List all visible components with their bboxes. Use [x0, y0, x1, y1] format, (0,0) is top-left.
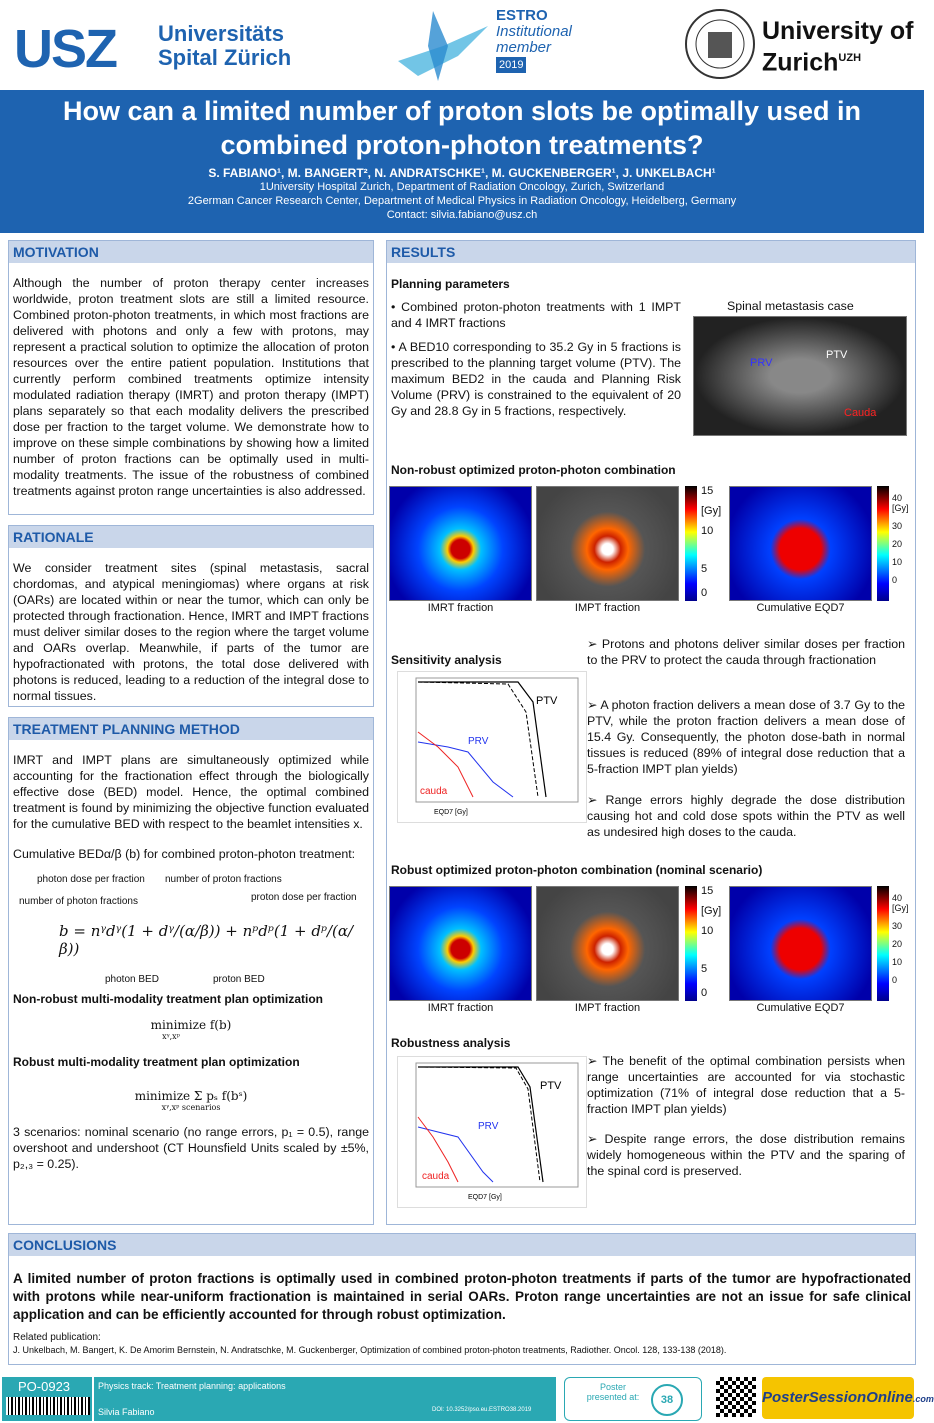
estro-text: [496, 8, 572, 73]
planning-bullet-2-text: A BED10 corresponding to 35.2 Gy in 5 fractions is prescribed to the planning target volume (PTV). The maximum BED2 in the cauda and Planning Risk Volume (PRV) is constrained to the equivalent of 20 Gy and 28.8 Gy in 5 fractions, respectively.: [391, 340, 681, 418]
uzh-name: [762, 18, 913, 76]
rob-bullet-1-text: The benefit of the optimal combination persists when range uncertainties are accounted for via stochastic optimization (71% of integral dose reduction that a 5-fraction IMPT plan yields): [587, 1054, 905, 1116]
method-box: [8, 717, 374, 1225]
cb4-2: 30: [892, 921, 903, 931]
barcode-icon: [6, 1397, 90, 1415]
contact: Contact: silvia.fabiano@usz.ch: [386, 209, 538, 221]
robust-imrt-caption: IMRT fraction: [427, 1002, 494, 1014]
related-reference: J. Unkelbach, M. Bangert, K. De Amorim Bernstein, N. Andratschke, M. Guckenberger, Optimization of combined proton-photon treatments, Radiother. Oncol. 128, 133-138 (2018).: [13, 1345, 727, 1355]
related-label: Related publication:: [13, 1332, 101, 1343]
pso-part-1: Poster: [762, 1389, 809, 1406]
cb2-1: [Gy]: [892, 503, 909, 513]
footer-doi: DOI: 10.3252/pso.eu.ESTRO38.2019: [432, 1407, 532, 1413]
uzh-sup: UZH: [838, 52, 862, 64]
cb4-0: 40: [892, 893, 903, 903]
nonrobust-cum-caption: Cumulative EQD7: [756, 602, 845, 614]
poster-word: Poster: [599, 1382, 626, 1392]
case-title: Spinal metastasis case: [727, 299, 854, 313]
robust-impt-image: [536, 886, 679, 1001]
cumulative-bed-label: Cumulative BEDα/β (b) for combined proton-photon treatment:: [13, 847, 356, 861]
results-heading: RESULTS: [387, 241, 915, 263]
robustness-plot-svg: [398, 1057, 586, 1207]
rationale-box: [8, 525, 374, 707]
track-text: Physics track: Treatment planning: applications: [98, 1381, 286, 1391]
planning-params-heading: Planning parameters: [391, 277, 510, 291]
estro-2: Institutional: [496, 23, 572, 40]
sens-bullet-3: ➢ Range errors highly degrade the dose distribution causing hot and cold dose spots within the PTV as well as undesired high doses to the cauda.: [587, 793, 905, 839]
poster-id-block: [2, 1377, 92, 1421]
sens-bullet-2: ➢ A photon fraction delivers a mean dose of 3.7 Gy to the PTV, while the proton fraction delivers a mean dose of 15.4 Gy. Consequently, the photon dose-bath in normal tissues is reduced (89% of integral dose reduction that a 5-fraction IMPT plan yields): [587, 698, 906, 776]
sens-prv: PRV: [468, 736, 489, 747]
cb1-1: [Gy]: [701, 505, 722, 517]
nonrobust-imrt-caption: IMRT fraction: [427, 602, 494, 614]
header-bar: [0, 0, 924, 90]
ct-scan-image: [693, 316, 907, 436]
cb2-2: 30: [892, 521, 903, 531]
sensitivity-heading: Sensitivity analysis: [391, 653, 502, 667]
affiliation-2: 2German Cancer Research Center, Department of Medical Physics in Radiation Oncology, Heidelberg, Germany: [187, 195, 737, 207]
sens-bullet-1: ➢ Protons and photons deliver similar doses per fraction to the PRV to protect the cauda through fractionation: [587, 637, 906, 667]
planning-bullet-1: • Combined proton-photon treatments with 1 IMPT and 4 IMRT fractions: [391, 300, 682, 330]
rob-prv: PRV: [478, 1121, 499, 1132]
rob-xlabel: EQD7 [Gy]: [468, 1194, 502, 1201]
motivation-text: Although the number of proton therapy center increases worldwide, proton treatment slots are still a limited resource. Combined proton-photon treatments, in which most fractions are delivered with photons and only a few with protons, may represent a practical solution to optimize the allocation of proton resources over the entire patient population. Institutions that currently perform combined treatments optimize intensity modulated radiation therapy (IMRT) and proton therapy (IMPT) plans separately so that each modality delivers the prescribed dose per fraction to the target volume. We demonstrate how to improve on these simple combinations by showing how a limited number of proton fractions can be optimally used in multi-modality treatments. The issue of the robustness of combined treatments against proton range uncertainties is also addressed.: [13, 276, 369, 498]
robust-formula: minimize Σ pₛ f(bˢ): [134, 1089, 248, 1103]
cb2-5: 0: [892, 575, 898, 585]
cb1-4: 0: [701, 587, 708, 599]
rob-bullet-2-text: Despite range errors, the dose distribution remains widely homogeneous within the PTV and the sparing of the spinal cord is preserved.: [587, 1132, 905, 1178]
robust-heading: Robust optimized proton-photon combination (nominal scenario): [391, 863, 763, 877]
motivation-heading: MOTIVATION: [9, 241, 373, 263]
rob-ptv: PTV: [540, 1080, 562, 1092]
affiliation-1: 1University Hospital Zurich, Department of Radiation Oncology, Zurich, Switzerland: [259, 181, 665, 193]
ct-label-ptv: PTV: [826, 349, 848, 361]
colorbar-2: [877, 486, 889, 601]
method-heading: TREATMENT PLANNING METHOD: [9, 718, 373, 740]
robust-formula-sub: xᵞ,xᵖ scenarios: [161, 1103, 221, 1112]
robust-imrt-image: [389, 886, 532, 1001]
estro-logo-icon: [388, 6, 498, 86]
bed-formula: b = nᵞdᵞ(1 + dᵞ/(α/β)) + nᵖdᵖ(1 + dᵖ/(α/β)): [59, 922, 354, 958]
cb2-3: 20: [892, 539, 903, 549]
footer-author: Silvia Fabiano: [98, 1407, 155, 1417]
nonrobust-cum-image: [729, 486, 872, 601]
label-photon-bed: photon BED: [105, 974, 159, 985]
cb3-0: 15: [701, 885, 714, 897]
sens-ptv: PTV: [536, 695, 558, 707]
cb1-3: 5: [701, 563, 708, 575]
poster-title: How can a limited number of proton slots be optimally used in combined proton-photon treatments?: [62, 96, 862, 160]
presented-word: presented at:: [586, 1392, 640, 1402]
footer-bar: [0, 1375, 934, 1423]
colorbar-3-labels: [701, 881, 721, 1003]
robustness-heading: Robustness analysis: [391, 1036, 511, 1050]
nonrobust-formula: minimize f(b): [150, 1018, 232, 1032]
rationale-heading: RATIONALE: [9, 526, 373, 548]
bed-formula-diagram: [9, 862, 373, 992]
uzh-name-1: University of: [762, 17, 914, 45]
results-box: [386, 240, 916, 1225]
colorbar-4: [877, 886, 889, 1001]
scenarios-text: 3 scenarios: nominal scenario (no range errors, p₁ = 0.5), range overshoot and undershoot (CT Hounsfield Units scaled by ±5%, p₂,₃ = 0.25).: [13, 1125, 369, 1171]
estro38-badge-icon: 38: [651, 1384, 683, 1416]
sens-cauda: cauda: [420, 786, 448, 797]
robust-cum-caption: Cumulative EQD7: [756, 1002, 845, 1014]
sens-bullet-1-text: Protons and photons deliver similar doses per fraction to the PRV to protect the cauda through fractionation: [587, 637, 906, 667]
colorbar-4-labels: [892, 889, 909, 989]
poster-session-online-logo[interactable]: [762, 1377, 934, 1419]
conclusions-heading: CONCLUSIONS: [9, 1234, 915, 1256]
poster-id: PO-0923: [18, 1379, 71, 1394]
robust-opt-heading: Robust multi-modality treatment plan optimization: [13, 1055, 300, 1069]
uzh-seal-icon: [684, 8, 756, 80]
nonrobust-formula-sub: xᵞ,xᵖ: [162, 1032, 180, 1041]
planning-bullet-2: • A BED10 corresponding to 35.2 Gy in 5 fractions is prescribed to the planning target volume (PTV). The maximum BED2 in the cauda and Planning Risk Volume (PRV) is constrained to the equivalent of 20 Gy and 28.8 Gy in 5 fractions, respectively.: [391, 340, 681, 418]
cb4-1: [Gy]: [892, 903, 909, 913]
cb3-1: [Gy]: [701, 905, 722, 917]
robust-cum-image: [729, 886, 872, 1001]
nonrobust-impt-caption: IMPT fraction: [574, 602, 641, 614]
estro-3: member: [496, 39, 552, 56]
title-banner: [0, 90, 924, 233]
cb1-2: 10: [701, 525, 714, 537]
cb2-4: 10: [892, 557, 903, 567]
sens-bullet-2-text: A photon fraction delivers a mean dose of 3.7 Gy to the PTV, while the proton fraction delivers a mean dose of 15.4 Gy. Consequently, the photon dose-bath in normal tissues is reduced (89% of integral dose reduction that a 5-fraction IMPT plan yields): [587, 698, 906, 776]
label-proton-dose: proton dose per fraction: [251, 892, 357, 903]
cb3-4: 0: [701, 987, 708, 999]
robustness-plot: [397, 1056, 587, 1208]
ct-label-cauda: Cauda: [844, 407, 877, 419]
sens-bullet-3-text: Range errors highly degrade the dose distribution causing hot and cold dose spots within the PTV as well as undesired high doses to the cauda.: [587, 793, 905, 839]
cb4-4: 10: [892, 957, 903, 967]
usz-logo: USZ: [14, 19, 116, 79]
colorbar-3: [685, 886, 697, 1001]
colorbar-1: [685, 486, 697, 601]
usz-name-1: Universitäts: [158, 21, 284, 46]
method-text: IMRT and IMPT plans are simultaneously optimized while accounting for the fractionation effect through the biologically effective dose (BED) model. Hence, the optimal combined treatment is found by minimizing the objective function evaluated for the cumulative BED with respect to the beamlet intensities x.: [13, 753, 369, 831]
cb4-5: 0: [892, 975, 898, 985]
pso-part-2: SessionOnline: [808, 1389, 913, 1406]
colorbar-2-labels: [892, 489, 909, 589]
robust-impt-caption: IMPT fraction: [574, 1002, 641, 1014]
estro-year: 2019: [496, 57, 526, 73]
nonrobust-impt-image: [536, 486, 679, 601]
uzh-name-2: Zurich: [762, 48, 839, 77]
presented-at-block: [564, 1377, 702, 1421]
nonrobust-heading: Non-robust optimized proton-photon combination: [391, 463, 676, 477]
planning-bullet-1-text: Combined proton-photon treatments with 1 IMPT and 4 IMRT fractions: [391, 300, 682, 330]
motivation-box: [8, 240, 374, 515]
track-block: [94, 1377, 556, 1421]
nonrobust-opt-heading: Non-robust multi-modality treatment plan optimization: [13, 992, 323, 1006]
rob-cauda: cauda: [422, 1171, 450, 1182]
rob-bullet-1: ➢ The benefit of the optimal combination persists when range uncertainties are accounted for via stochastic optimization (71% of integral dose reduction that a 5-fraction IMPT plan yields): [587, 1054, 905, 1116]
nonrobust-imrt-image: [389, 486, 532, 601]
colorbar-1-labels: [701, 481, 721, 603]
sens-xlabel: EQD7 [Gy]: [434, 809, 468, 816]
rationale-text: We consider treatment sites (spinal metastasis, sacral chordomas, and atypical meningiomas) where organs at risk (OARs) are located within or near the tumor, which can only be protected through fractionation. Hence, IMRT and IMPT fractions must deliver similar doses to the region where the target volume and OARs overlap. Meanwhile, if parts of the tumor are hypofractionated with protons, the total dose delivered with photons is reduced, leading to a reduction of the integral dose to normal tissues.: [13, 561, 369, 703]
authors: S. FABIANO¹, M. BANGERT², N. ANDRATSCHKE¹, M. GUCKENBERGER¹, J. UNKELBACH¹: [208, 166, 716, 180]
label-proton-bed: proton BED: [213, 974, 265, 985]
label-proton-fractions: number of proton fractions: [165, 874, 282, 885]
cb4-3: 20: [892, 939, 903, 949]
sensitivity-plot: [397, 671, 587, 823]
cb3-2: 10: [701, 925, 714, 937]
usz-name: [158, 22, 291, 70]
conclusions-text: A limited number of proton fractions is optimally used in combined proton-photon treatments if parts of the tumor are hypofractionated with protons while near-uniform fractionation is maintained in serial OARs. Proton range uncertainties are not an issue for safe clinical application and can be efficiently accounted for through robust optimization.: [13, 1271, 911, 1322]
pso-part-3: .com: [912, 1394, 934, 1404]
cb1-0: 15: [701, 485, 714, 497]
cb3-3: 5: [701, 963, 708, 975]
qr-code-icon[interactable]: [716, 1377, 756, 1417]
label-photon-dose: photon dose per fraction: [37, 874, 145, 885]
estro-1: ESTRO: [496, 7, 548, 24]
label-photon-fractions: number of photon fractions: [19, 896, 138, 907]
cb2-0: 40: [892, 493, 903, 503]
usz-name-2: Spital Zürich: [158, 45, 292, 70]
ct-label-prv: PRV: [750, 357, 773, 369]
rob-bullet-2: ➢ Despite range errors, the dose distribution remains widely homogeneous within the PTV and the sparing of the spinal cord is preserved.: [587, 1132, 905, 1178]
conclusions-box: [8, 1233, 916, 1365]
sensitivity-plot-svg: [398, 672, 586, 822]
